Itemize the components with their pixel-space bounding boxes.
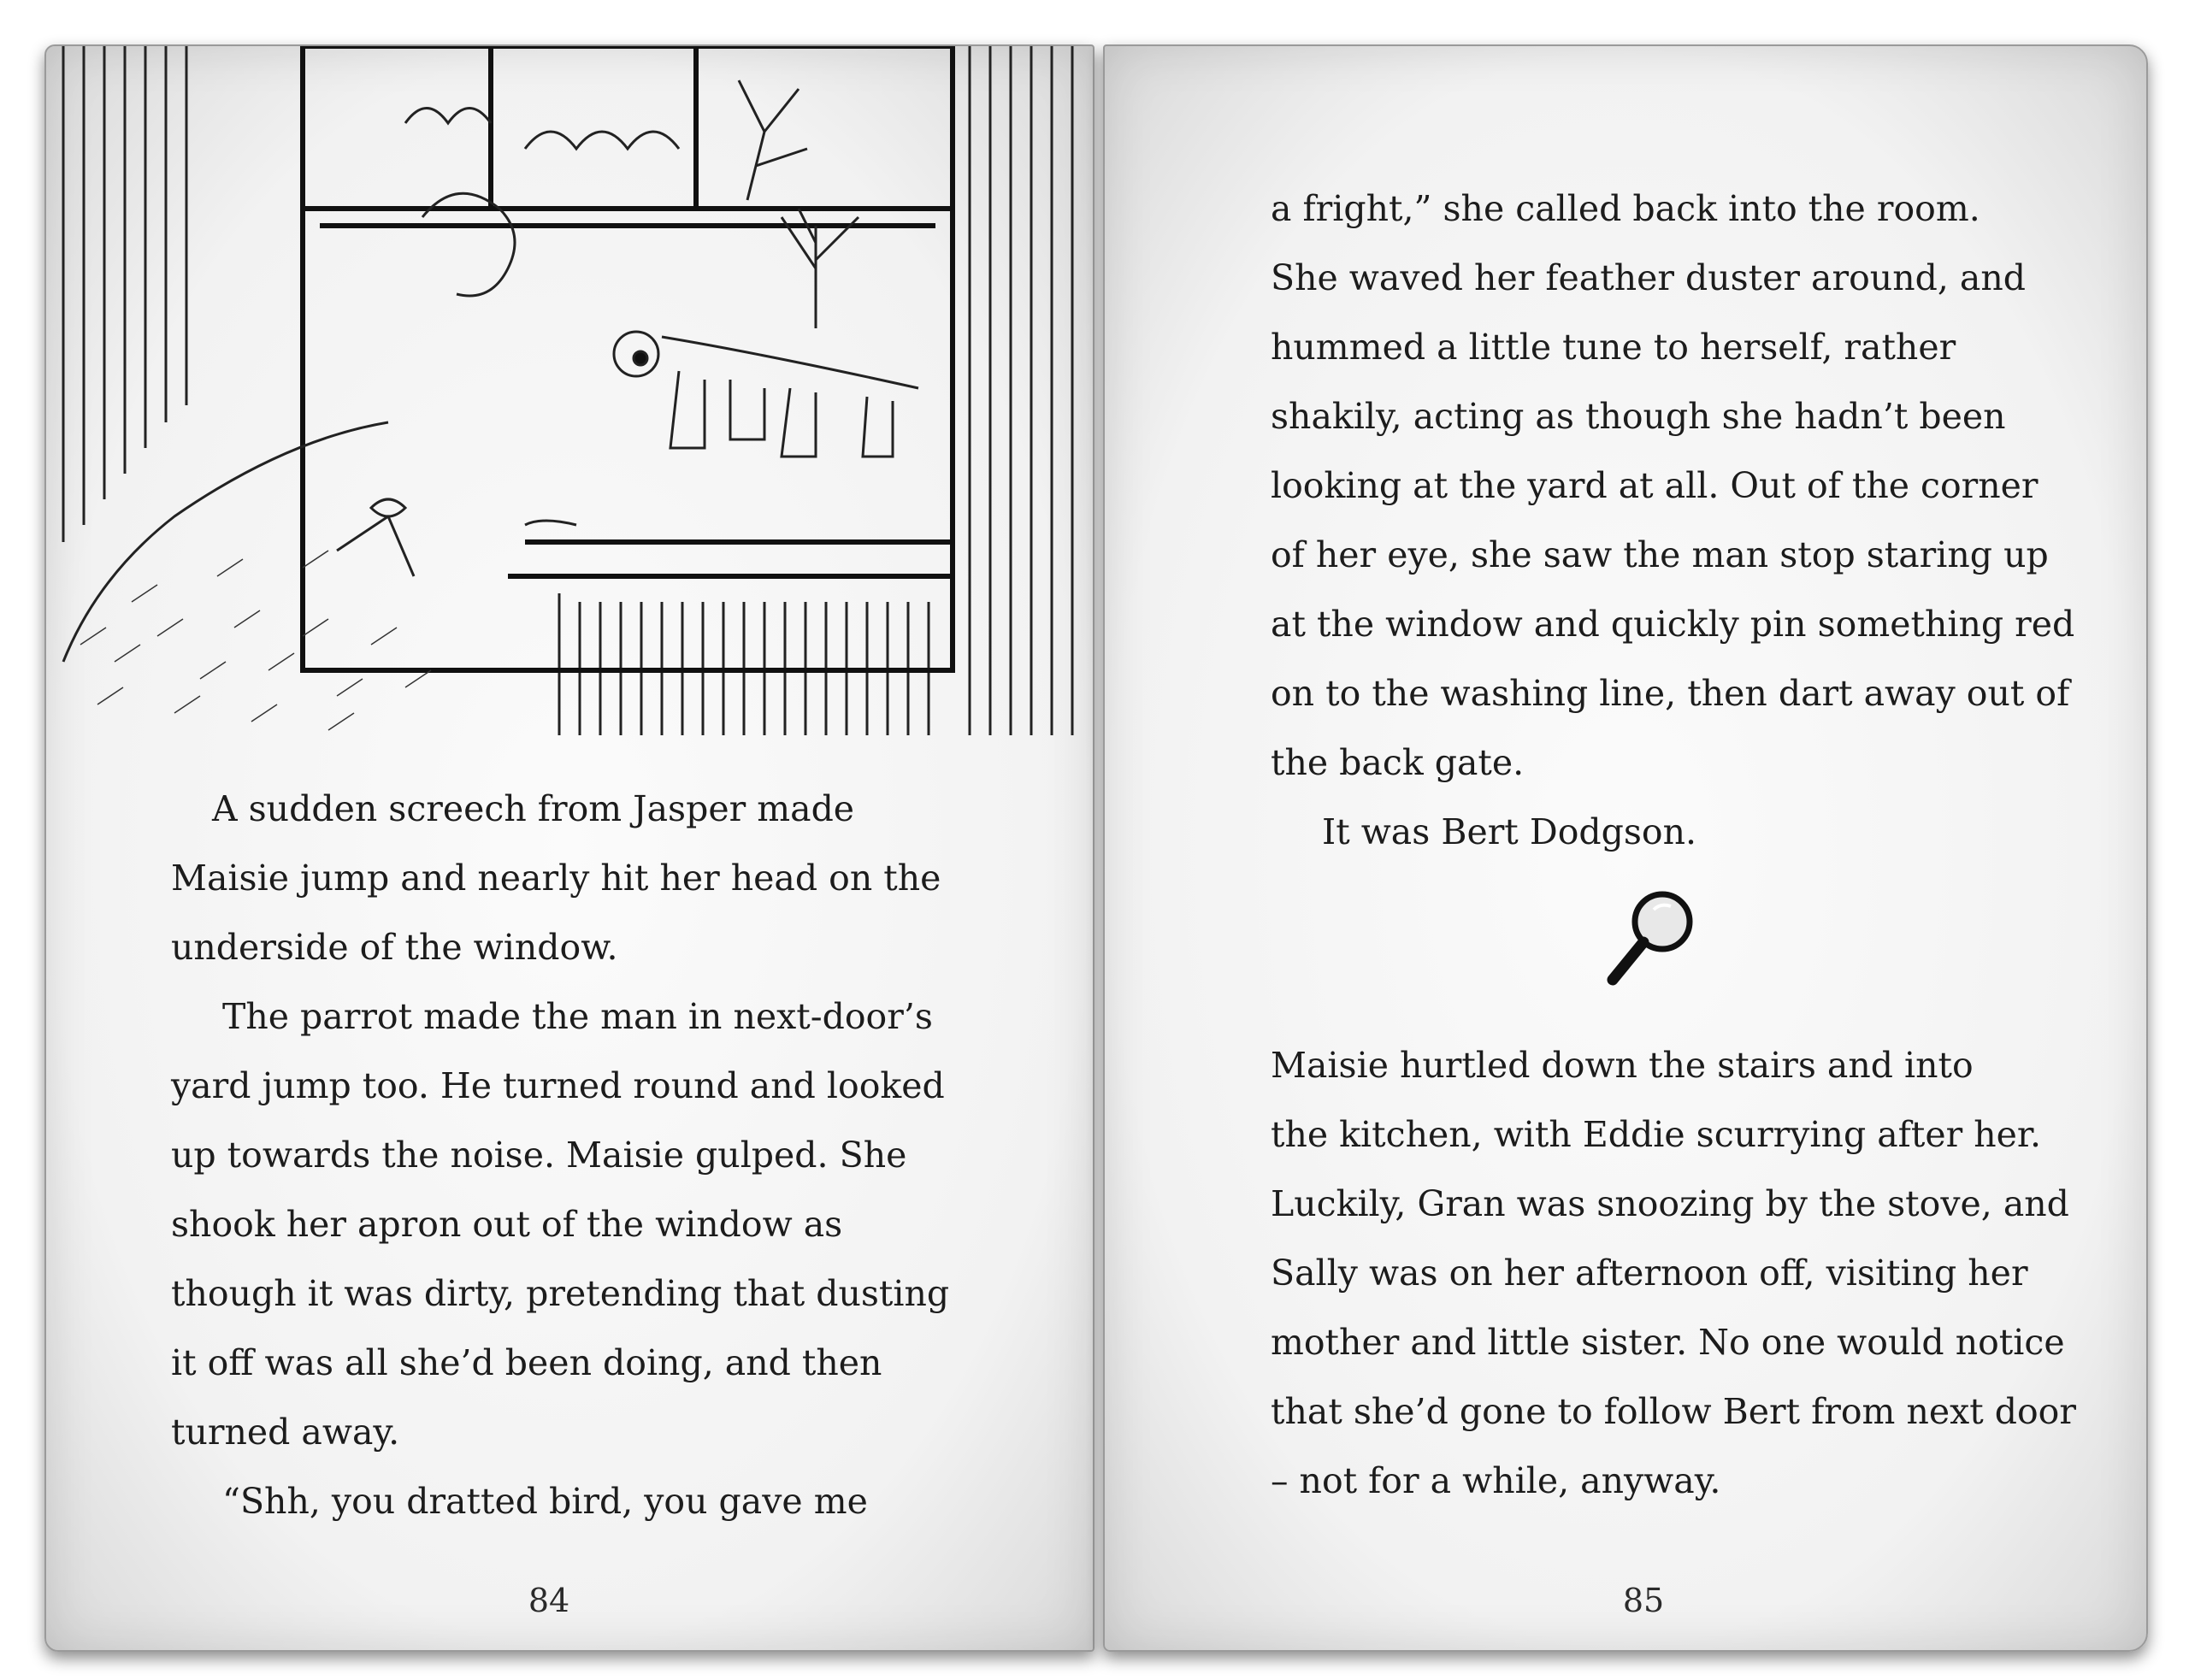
text-line: hummed a little tune to herself, rather <box>1271 327 1956 368</box>
text-line: at the window and quickly pin something red <box>1271 604 2075 645</box>
text-line: it off was all she’d been doing, and then <box>171 1342 882 1383</box>
text-line: Sally was on her afternoon off, visiting her <box>1271 1253 2028 1294</box>
text-line: that she’d gone to follow Bert from next door <box>1271 1391 2076 1432</box>
text-line: a fright,” she called back into the room. <box>1271 188 1980 229</box>
magnifying-glass-icon <box>1601 884 1703 995</box>
text-line: on to the washing line, then dart away out of <box>1271 673 2070 714</box>
right-body-text-top <box>1271 174 2074 867</box>
text-line: though it was dirty, pretending that dusting <box>171 1273 950 1314</box>
text-line: She waved her feather duster around, and <box>1271 257 2027 298</box>
text-line: up towards the noise. Maisie gulped. She <box>171 1135 907 1176</box>
text-line: yard jump too. He turned round and looked <box>171 1065 945 1106</box>
text-line: It was Bert Dodgson. <box>1322 811 1697 852</box>
text-line: Maisie jump and nearly hit her head on the <box>171 858 941 899</box>
text-line: “Shh, you dratted bird, you gave me <box>222 1481 868 1522</box>
text-line: underside of the window. <box>171 927 618 968</box>
right-body-text-bottom <box>1271 1031 2076 1516</box>
text-line: looking at the yard at all. Out of the corner <box>1271 465 2039 506</box>
text-line: Luckily, Gran was snoozing by the stove, and <box>1271 1183 2069 1224</box>
page-number: 85 <box>1622 1582 1665 1619</box>
text-line: The parrot made the man in next-door’s <box>222 996 933 1037</box>
left-body-text <box>171 775 949 1536</box>
right-page <box>1103 44 2148 1652</box>
left-page <box>44 44 1094 1652</box>
text-line: shakily, acting as though she hadn’t been <box>1271 396 2006 437</box>
text-line: shook her apron out of the window as <box>171 1204 843 1245</box>
text-line: Maisie hurtled down the stairs and into <box>1271 1045 1974 1086</box>
text-line: mother and little sister. No one would notice <box>1271 1322 2065 1363</box>
text-line: of her eye, she saw the man stop staring up <box>1271 534 2049 575</box>
page-number: 84 <box>528 1582 570 1619</box>
text-line: – not for a while, anyway. <box>1271 1460 1721 1501</box>
text-line: the kitchen, with Eddie scurrying after her. <box>1271 1114 2042 1155</box>
text-line: the back gate. <box>1271 742 1525 783</box>
window-scene-illustration <box>46 46 1094 735</box>
text-line: A sudden screech from Jasper made <box>212 788 855 829</box>
text-line: turned away. <box>171 1412 400 1453</box>
